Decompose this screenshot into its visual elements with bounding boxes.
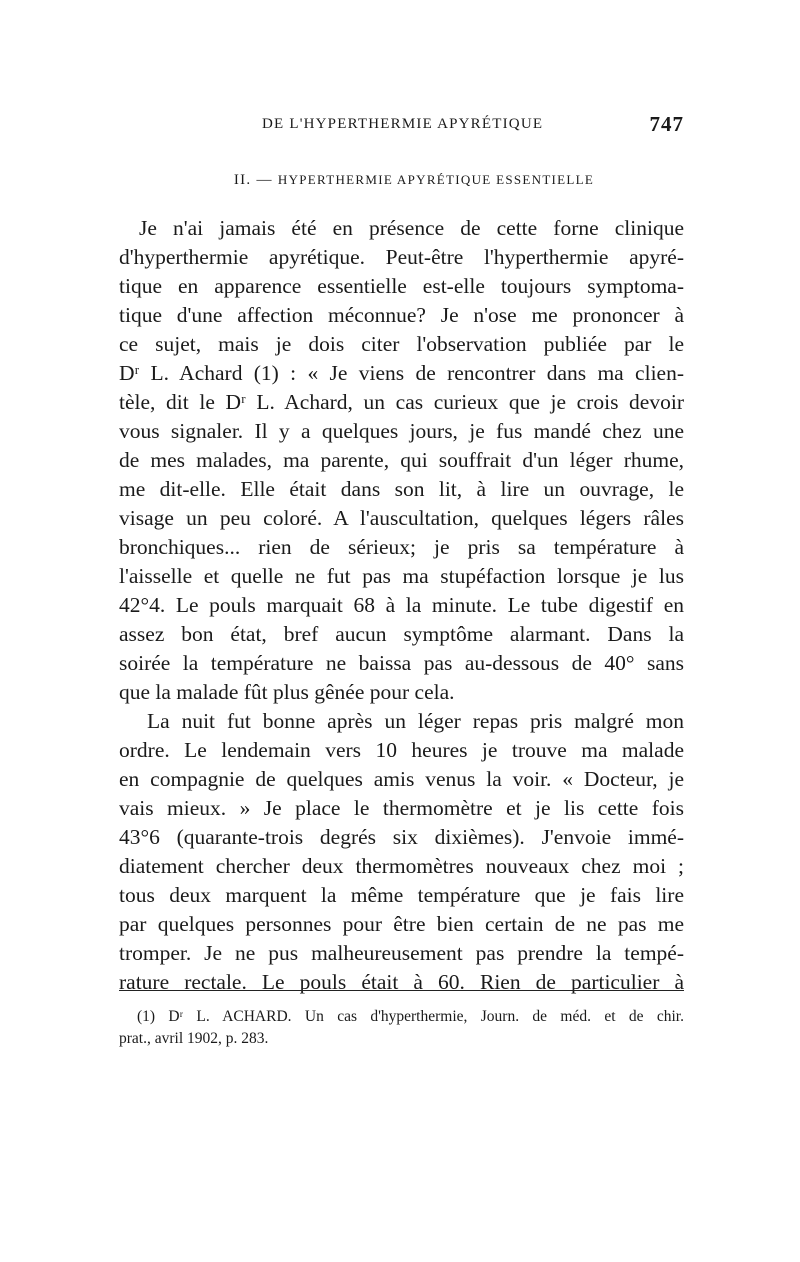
text-line: tromper. Je ne pus malheureusement pas prendre la tempé- [119,941,684,965]
text-line: en compagnie de quelques amis venus la voir. « Docteur, je [119,767,684,791]
text-line: bronchiques... rien de sérieux; je pris sa température à [119,535,684,559]
text-line: tique d'une affection méconnue? Je n'ose me prononcer à [119,303,684,327]
text-line: vous signaler. Il y a quelques jours, je fus mandé chez une [119,419,684,443]
footnote-line: prat., avril 1902, p. 283. [119,1030,269,1047]
section-title: HYPERTHERMIE APYRÉTIQUE ESSENTIELLE [277,172,595,187]
text-line: rature rectale. Le pouls était à 60. Rien de particulier à [119,970,684,994]
text-line: Je n'ai jamais été en présence de cette forne clinique [139,216,684,240]
text-line: tèle, dit le Dʳ L. Achard, un cas curieux que je crois devoir [119,390,684,414]
text-line: diatement chercher deux thermomètres nouveaux chez moi ; [119,854,684,878]
page-number: 747 [649,112,684,136]
running-title: DE L'HYPERTHERMIE APYRÉTIQUE [262,116,544,132]
text-line: 42°4. Le pouls marquait 68 à la minute. Le tube digestif en [119,593,684,617]
text-line: que la malade fût plus gênée pour cela. [119,680,455,704]
text-line: d'hyperthermie apyrétique. Peut-être l'hyperthermie apyré- [119,245,684,269]
text-line: Dʳ L. Achard (1) : « Je viens de rencontrer dans ma clien- [119,361,684,385]
text-line: soirée la température ne baissa pas au-dessous de 40° sans [119,651,684,675]
text-line: visage un peu coloré. A l'auscultation, quelques légers râles [119,506,684,530]
text-line: me dit-elle. Elle était dans son lit, à lire un ouvrage, le [119,477,684,501]
text-line: tique en apparence essentielle est-elle toujours symptoma- [119,274,684,298]
text-line: tous deux marquent la même température que je fais lire [119,883,684,907]
section-numeral: II. — [233,172,273,188]
text-line: La nuit fut bonne après un léger repas pris malgré mon [147,709,684,733]
text-line: ce sujet, mais je dois citer l'observation publiée par le [119,332,684,356]
footnote-rule [119,990,684,991]
footnote-line: (1) Dʳ L. ACHARD. Un cas d'hyperthermie, Journ. de méd. et de chir. [137,1008,684,1025]
section-heading [0,172,800,189]
body-text [119,214,684,997]
text-line: vais mieux. » Je place le thermomètre et je lis cette fois [119,796,684,820]
footnote [119,1006,684,1050]
text-line: 43°6 (quarante-trois degrés six dixièmes). J'envoie immé- [119,825,684,849]
text-line: de mes malades, ma parente, qui souffrait d'un léger rhume, [119,448,684,472]
text-line: assez bon état, bref aucun symptôme alarmant. Dans la [119,622,684,646]
text-line: ordre. Le lendemain vers 10 heures je trouve ma malade [119,738,684,762]
text-line: l'aisselle et quelle ne fut pas ma stupéfaction lorsque je lus [119,564,684,588]
running-header [262,112,684,142]
text-line: par quelques personnes pour être bien certain de ne pas me [119,912,684,936]
